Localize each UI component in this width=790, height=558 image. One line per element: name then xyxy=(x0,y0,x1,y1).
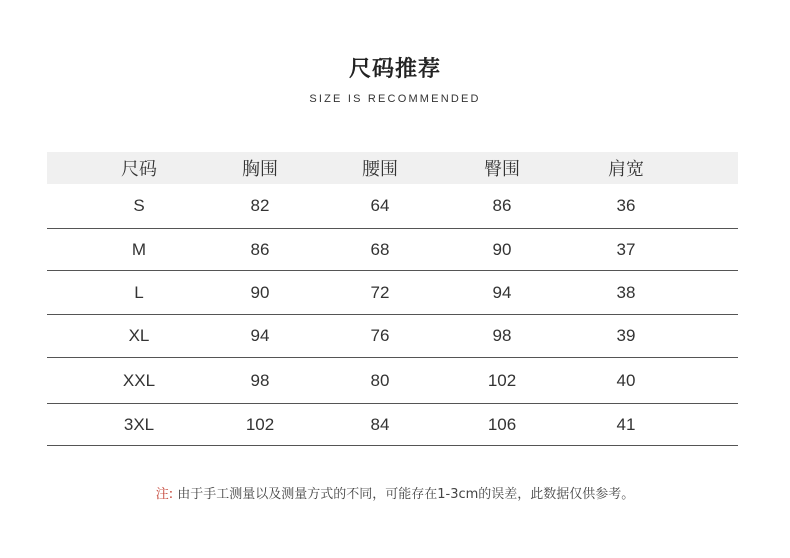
cell-shoulder: 39 xyxy=(616,326,636,345)
header-hip: 臀围 xyxy=(484,159,520,179)
cell-hip: 86 xyxy=(492,196,512,215)
cell-shoulder: 37 xyxy=(616,239,636,259)
table-header-row xyxy=(47,152,738,184)
cell-chest: 102 xyxy=(245,414,275,434)
header-shoulder: 肩宽 xyxy=(608,159,644,179)
header-waist: 腰围 xyxy=(362,159,398,179)
size-table xyxy=(47,152,738,446)
cell-waist: 80 xyxy=(370,370,390,390)
cell-waist: 68 xyxy=(370,239,390,259)
table-row xyxy=(47,404,738,446)
cell-chest: 82 xyxy=(250,196,270,215)
cell-size: L xyxy=(134,282,144,302)
table-row xyxy=(47,271,738,315)
cell-hip: 94 xyxy=(492,282,512,302)
cell-hip: 102 xyxy=(487,370,517,390)
table-row xyxy=(47,358,738,404)
cell-chest: 94 xyxy=(250,326,270,345)
note-label: 注: xyxy=(155,487,174,502)
cell-size: XL xyxy=(128,326,150,345)
header-size: 尺码 xyxy=(121,159,157,179)
cell-waist: 72 xyxy=(370,282,390,302)
cell-waist: 84 xyxy=(370,414,390,434)
cell-shoulder: 40 xyxy=(616,370,636,390)
cell-waist: 64 xyxy=(370,196,390,215)
table-row xyxy=(47,315,738,358)
cell-size: M xyxy=(131,239,147,259)
cell-shoulder: 38 xyxy=(616,282,636,302)
note-text: 由于手工测量以及测量方式的不同，可能存在1-3cm的误差，此数据仅供参考。 xyxy=(177,487,635,502)
cell-size: XXL xyxy=(122,370,156,390)
cell-size: S xyxy=(133,196,145,215)
cell-chest: 86 xyxy=(250,239,270,259)
cell-shoulder: 41 xyxy=(616,414,636,434)
cell-chest: 90 xyxy=(250,282,270,302)
page-title: 尺码推荐 xyxy=(348,57,441,82)
cell-chest: 98 xyxy=(250,370,270,390)
cell-size: 3XL xyxy=(123,414,155,434)
cell-hip: 90 xyxy=(492,239,512,259)
cell-hip: 98 xyxy=(492,326,512,345)
table-row xyxy=(47,184,738,229)
header-chest: 胸围 xyxy=(242,159,278,179)
cell-waist: 76 xyxy=(370,326,390,345)
cell-hip: 106 xyxy=(487,414,517,434)
page-subtitle: SIZE IS RECOMMENDED xyxy=(309,93,481,105)
measurement-note xyxy=(0,483,790,502)
cell-shoulder: 36 xyxy=(616,196,636,215)
table-row xyxy=(47,229,738,271)
